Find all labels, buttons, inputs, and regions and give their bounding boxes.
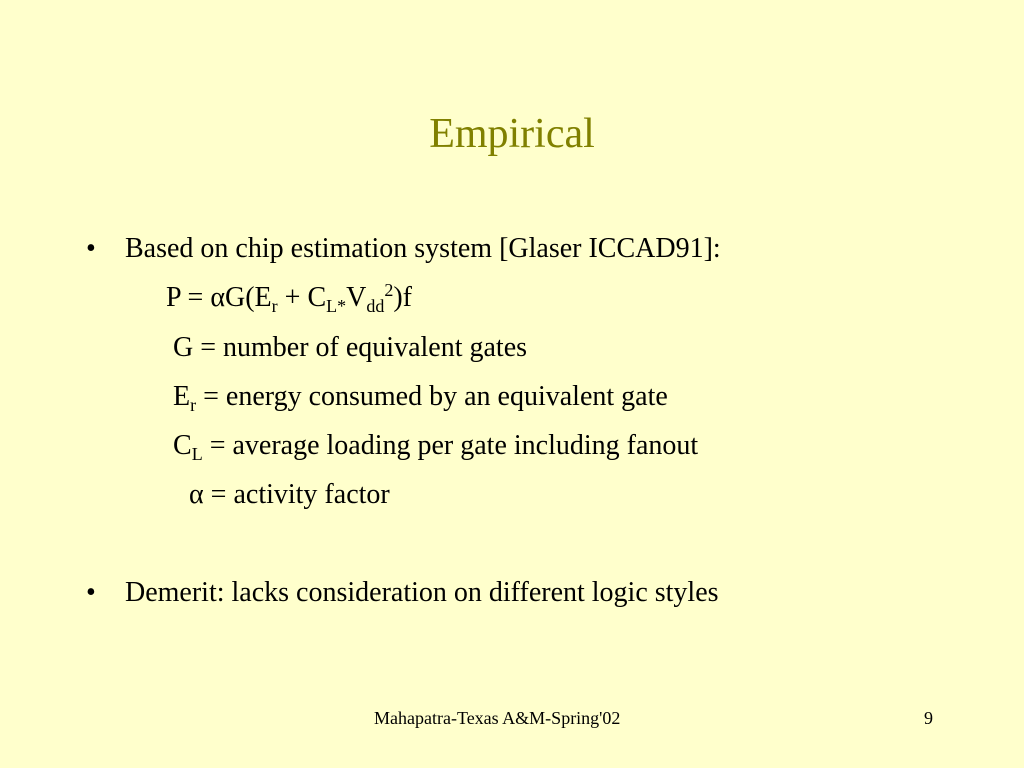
formula-g: G(E <box>225 282 272 313</box>
definition-sub: L <box>191 444 203 464</box>
formula-alpha: α <box>210 282 225 313</box>
bullet-marker-2: • <box>86 577 96 608</box>
definition-text: = activity factor <box>203 479 390 510</box>
slide-title: Empirical <box>429 111 595 157</box>
definition-text: = number of equivalent gates <box>193 332 528 363</box>
definition-g <box>173 330 527 366</box>
formula-sub-r: r <box>271 296 278 316</box>
formula-v: V <box>346 282 367 313</box>
bullet-text-2: Demerit: lacks consideration on different logic styles <box>125 577 719 608</box>
power-formula <box>166 280 412 316</box>
formula-plus-c: + C <box>277 282 327 313</box>
definition-symbol: α <box>189 479 204 510</box>
page-number: 9 <box>924 708 933 728</box>
definition-symbol: C <box>173 430 192 461</box>
formula-tail: )f <box>393 282 413 313</box>
formula-sub-dd: dd <box>366 296 385 316</box>
definition-alpha <box>189 477 390 513</box>
definition-text: = average loading per gate including fanout <box>202 430 699 461</box>
definition-er <box>173 379 668 415</box>
definition-symbol: E <box>173 381 191 412</box>
definition-symbol: G <box>173 332 194 363</box>
definition-sub: r <box>190 395 197 415</box>
bullet-text-1: Based on chip estimation system [Glaser ICCAD91]: <box>125 233 721 264</box>
definition-text: = energy consumed by an equivalent gate <box>196 381 668 412</box>
footer-text: Mahapatra-Texas A&M-Spring'02 <box>374 708 621 728</box>
bullet-marker-1: • <box>86 233 96 264</box>
definition-cl <box>173 428 698 464</box>
formula-sup-2: 2 <box>384 280 394 300</box>
formula-sub-l-star: L* <box>326 296 347 316</box>
formula-lhs: P = <box>166 282 211 313</box>
